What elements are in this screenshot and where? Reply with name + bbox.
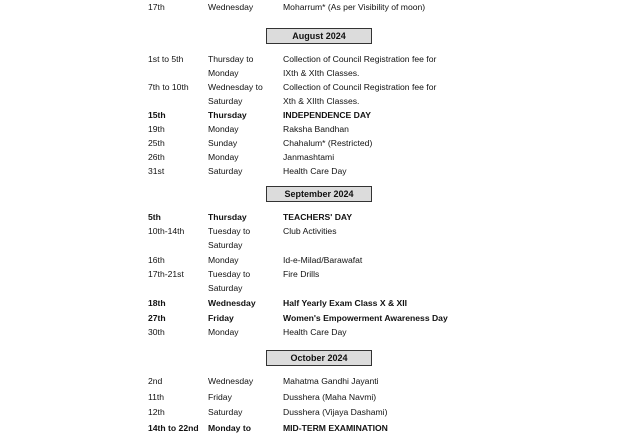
event-cell <box>283 267 319 281</box>
day-cell <box>208 374 253 388</box>
event-cell <box>283 296 407 310</box>
day-line: Wednesday <box>208 376 254 386</box>
day-cell <box>208 267 250 295</box>
day-cell <box>208 210 247 224</box>
date-cell: 16th <box>148 255 165 265</box>
date-cell: 19th <box>148 124 165 134</box>
month-header: September 2024 <box>266 186 372 202</box>
event-line: Health Care Day <box>283 327 347 337</box>
event-cell <box>283 325 347 339</box>
event-line: Moharrum* (As per Visibility of moon) <box>283 2 426 12</box>
event-cell <box>283 0 425 14</box>
event-line: Mahatma Gandhi Jayanti <box>283 376 379 386</box>
day-cell <box>208 122 239 136</box>
day-cell <box>208 253 239 267</box>
day-line: Saturday <box>208 283 243 293</box>
date-cell: 12th <box>148 407 165 417</box>
event-line: Dusshera (Maha Navmi) <box>283 392 377 402</box>
event-line: Dusshera (Vijaya Dashami) <box>283 407 388 417</box>
day-line: Saturday <box>208 407 243 417</box>
date-cell: 14th to 22nd <box>148 423 199 433</box>
event-line: Collection of Council Registration fee for <box>283 54 437 64</box>
day-line: Saturday <box>208 166 243 176</box>
day-cell <box>208 164 242 178</box>
event-cell <box>283 405 387 419</box>
event-cell <box>283 224 337 238</box>
event-cell <box>283 108 371 122</box>
day-cell <box>208 136 237 150</box>
event-line: Collection of Council Registration fee for <box>283 82 437 92</box>
day-line: Friday <box>208 392 232 402</box>
event-line: Janmashtami <box>283 152 335 162</box>
day-cell <box>208 108 247 122</box>
day-cell <box>208 80 263 108</box>
event-line: IXth & XIth Classes. <box>283 68 360 78</box>
event-cell <box>283 311 448 325</box>
date-cell: 17th <box>148 2 165 12</box>
day-line: Saturday <box>208 96 243 106</box>
day-line: Monday <box>208 124 239 134</box>
date-cell: 26th <box>148 152 165 162</box>
event-line: Xth & XIIth Classes. <box>283 96 360 106</box>
day-line: Monday <box>208 68 239 78</box>
day-line: Monday <box>208 327 239 337</box>
month-header: August 2024 <box>266 28 372 44</box>
date-cell: 1st to 5th <box>148 54 184 64</box>
day-line: Thursday <box>208 212 247 222</box>
event-line: TEACHERS' DAY <box>283 212 353 222</box>
date-cell: 18th <box>148 298 166 308</box>
date-cell: 25th <box>148 138 165 148</box>
date-cell: 27th <box>148 313 166 323</box>
event-line: Id-e-Milad/Barawafat <box>283 255 363 265</box>
day-line: Wednesday to <box>208 82 263 92</box>
event-cell <box>283 80 436 108</box>
day-line: Thursday to <box>208 54 254 64</box>
day-cell <box>208 421 251 435</box>
event-cell <box>283 136 372 150</box>
event-cell <box>283 374 379 388</box>
day-line: Sunday <box>208 138 238 148</box>
day-line: Monday <box>208 255 239 265</box>
day-cell <box>208 150 239 164</box>
date-cell: 15th <box>148 110 166 120</box>
event-line: Club Activities <box>283 226 337 236</box>
date-cell: 11th <box>148 392 165 402</box>
event-cell <box>283 122 349 136</box>
day-cell <box>208 311 234 325</box>
day-line: Friday <box>208 313 234 323</box>
date-cell: 30th <box>148 327 165 337</box>
event-cell <box>283 253 362 267</box>
day-cell <box>208 224 250 252</box>
day-line: Wednesday <box>208 2 254 12</box>
event-line: INDEPENDENCE DAY <box>283 110 372 120</box>
date-cell: 5th <box>148 212 161 222</box>
day-line: Tuesday to <box>208 269 251 279</box>
date-cell: 31st <box>148 166 165 176</box>
event-line: MID-TERM EXAMINATION <box>283 423 388 433</box>
date-cell: 2nd <box>148 376 163 386</box>
day-cell <box>208 52 253 80</box>
day-cell <box>208 405 242 419</box>
day-cell <box>208 0 253 14</box>
event-cell <box>283 52 436 80</box>
date-cell: 10th-14th <box>148 226 185 236</box>
event-line: Raksha Bandhan <box>283 124 349 134</box>
day-line: Monday to <box>208 423 251 433</box>
event-cell <box>283 150 334 164</box>
event-cell <box>283 164 347 178</box>
day-line: Thursday <box>208 110 247 120</box>
event-line: Half Yearly Exam Class X & XII <box>283 298 408 308</box>
day-line: Saturday <box>208 240 243 250</box>
event-cell <box>283 421 388 435</box>
day-cell <box>208 325 239 339</box>
day-line: Wednesday <box>208 298 256 308</box>
event-line: Chahalum* (Restricted) <box>283 138 373 148</box>
month-header: October 2024 <box>266 350 372 366</box>
day-cell <box>208 390 232 404</box>
event-line: Health Care Day <box>283 166 347 176</box>
date-cell: 7th to 10th <box>148 82 189 92</box>
day-line: Tuesday to <box>208 226 251 236</box>
event-cell <box>283 390 376 404</box>
event-cell <box>283 210 352 224</box>
event-line: Fire Drills <box>283 269 320 279</box>
day-cell <box>208 296 256 310</box>
event-line: Women's Empowerment Awareness Day <box>283 313 448 323</box>
date-cell: 17th-21st <box>148 269 184 279</box>
day-line: Monday <box>208 152 239 162</box>
